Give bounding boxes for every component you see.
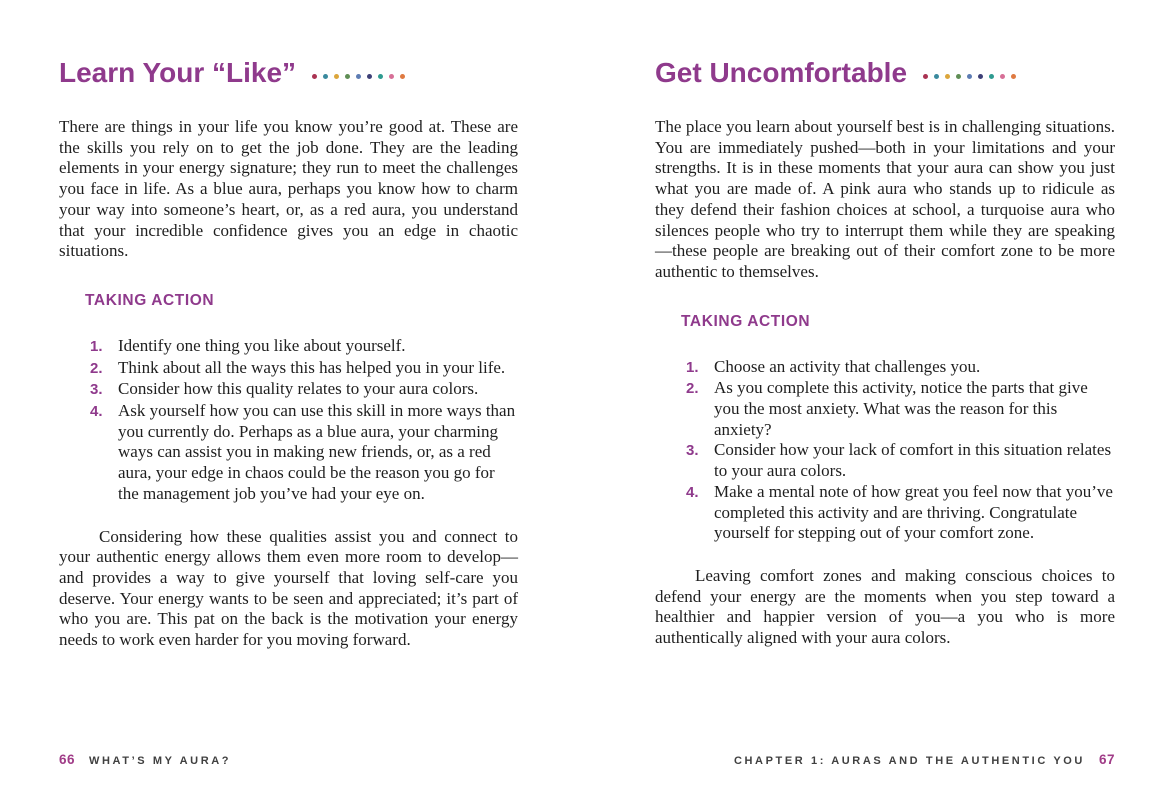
- list-item: [59, 401, 518, 505]
- right-heading-row: [655, 58, 1115, 88]
- dot-icon: [400, 74, 405, 79]
- dot-icon: [312, 74, 317, 79]
- dot-icon: [345, 74, 350, 79]
- left-heading-dots-decoration: [312, 68, 405, 79]
- item-text: Consider how this quality relates to your aura colors.: [118, 379, 479, 399]
- list-item: [59, 379, 518, 401]
- footer-chapter-title: CHAPTER 1: AURAS AND THE AUTHENTIC YOU: [733, 755, 1085, 767]
- item-text: Identify one thing you like about yourself.: [118, 335, 406, 355]
- dot-icon: [356, 74, 361, 79]
- item-number: 4.: [90, 403, 103, 421]
- left-section-label: TAKING ACTION: [85, 291, 215, 309]
- list-item: [59, 358, 518, 380]
- right-intro-paragraph: The place you learn about yourself best is in challenging situations. You are immediately pushed—both in your limitations and your strengths. It is in these moments that your aura can show you just what you are made of. A pink aura who stands up to ridicule as they defend their fashion choices at school, a turquoise aura who silences people who try to interrupt them while they are speaking—these people are breaking out of their comfort zone to be more authentic to themselves.: [655, 117, 1115, 281]
- dot-icon: [934, 74, 939, 79]
- dot-icon: [1011, 74, 1016, 79]
- left-intro-paragraph: There are things in your life you know you’re good at. These are the skills you rely on to get the job done. They are the leading elements in your energy signature; they run to meet the challenges you face in life. As a blue aura, perhaps you know how to charm your way into someone’s heart, or, as a red aura, you understand that your incredible confidence gives you an edge in chaotic situations.: [59, 117, 518, 261]
- dot-icon: [378, 74, 383, 79]
- item-text: As you complete this activity, notice the parts that give you the most anxiety. What was the reason for this anxiety?: [714, 378, 1088, 439]
- item-number: 2.: [90, 359, 103, 377]
- dot-icon: [967, 74, 972, 79]
- page-number: 67: [1098, 752, 1115, 767]
- footer-book-title: WHAT’S MY AURA?: [89, 755, 232, 767]
- item-number: 3.: [90, 381, 103, 399]
- left-closing-paragraph: Considering how these qualities assist you and connect to your authentic energy allows them even more room to develop—and provides a way to give yourself that loving self-care you deserve. Your energy wants to be seen and appreciated; it’s part of who you are. This pat on the back is the motivation your energy needs to work even harder for you moving forward.: [59, 526, 518, 650]
- list-item: [655, 357, 1115, 379]
- dot-icon: [367, 74, 372, 79]
- right-footer: [655, 752, 1115, 767]
- dot-icon: [989, 74, 994, 79]
- dot-icon: [956, 74, 961, 79]
- item-number: 1.: [90, 337, 103, 355]
- page-number: 66: [59, 752, 76, 767]
- left-heading-row: [59, 58, 518, 88]
- dot-icon: [334, 74, 339, 79]
- item-number: 2.: [686, 380, 699, 398]
- right-heading-dots-decoration: [923, 68, 1016, 79]
- dot-icon: [1000, 74, 1005, 79]
- left-action-list: [59, 336, 518, 505]
- dot-icon: [945, 74, 950, 79]
- dot-icon: [323, 74, 328, 79]
- item-number: 4.: [686, 483, 699, 501]
- dot-icon: [389, 74, 394, 79]
- list-item: [655, 440, 1115, 481]
- right-section-label: TAKING ACTION: [681, 312, 811, 330]
- item-number: 3.: [686, 442, 699, 460]
- list-item: [655, 482, 1115, 544]
- right-page-title: Get Uncomfortable: [655, 57, 908, 88]
- right-closing-paragraph: Leaving comfort zones and making conscious choices to defend your energy are the moments when you step toward a healthier and happier version of you—a you who is more authentically aligned with your aura colors.: [655, 565, 1115, 648]
- right-action-list: [655, 357, 1115, 544]
- item-text: Ask yourself how you can use this skill in more ways than you currently do. Perhaps as a blue aura, your charming ways can assist you in making new friends, or, as a red aura, your edge in chaos could be the reason you go for the management job you’ve had your eye on.: [118, 401, 516, 503]
- item-text: Make a mental note of how great you feel now that you’ve completed this activity and are thriving. Congratulate yourself for stepping out of your comfort zone.: [714, 481, 1113, 543]
- item-number: 1.: [686, 358, 699, 376]
- item-text: Think about all the ways this has helped you in your life.: [118, 357, 506, 377]
- item-text: Choose an activity that challenges you.: [714, 356, 981, 376]
- page-right: [655, 0, 1115, 800]
- list-item: [59, 336, 518, 358]
- page-left: [59, 0, 518, 800]
- left-footer: [59, 752, 518, 767]
- list-item: [655, 378, 1115, 440]
- dot-icon: [978, 74, 983, 79]
- dot-icon: [923, 74, 928, 79]
- item-text: Consider how your lack of comfort in this situation relates to your aura colors.: [714, 440, 1112, 481]
- left-page-title: Learn Your “Like”: [59, 57, 297, 88]
